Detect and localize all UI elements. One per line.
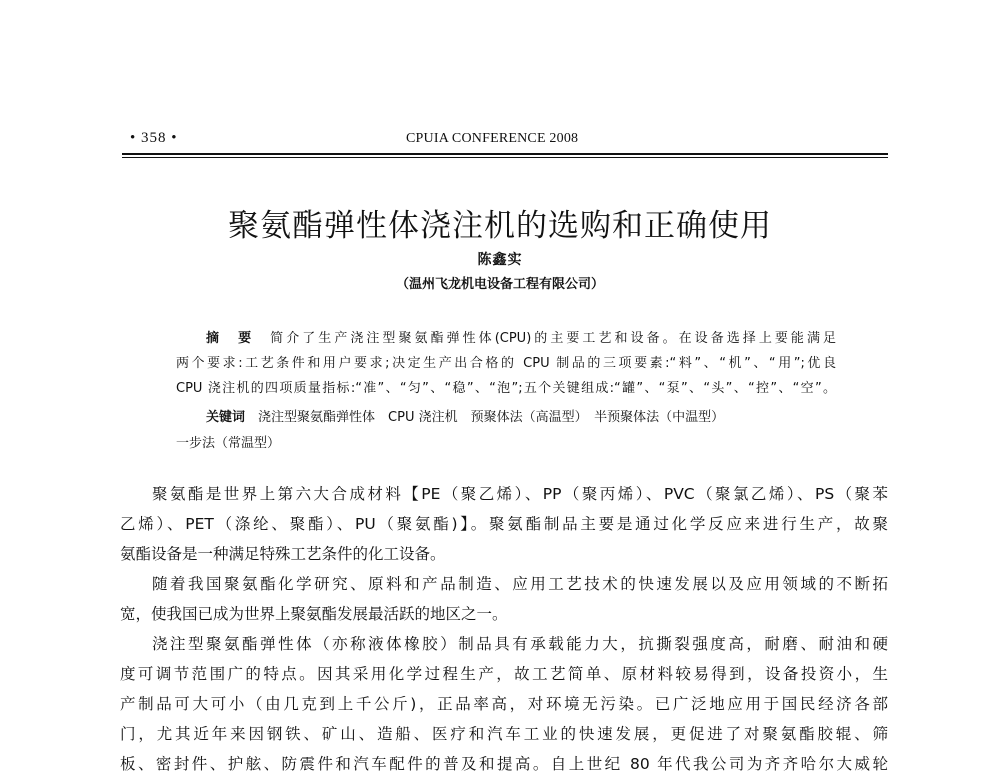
keywords-label: 关键词 bbox=[206, 410, 246, 425]
body-text bbox=[120, 479, 888, 779]
body-line: 乙烯）、PET（涤纶、聚酯）、PU（聚氨酯)】。聚氨酯制品主要是通过化学反应来进行生产，故聚 bbox=[120, 515, 888, 533]
keywords bbox=[176, 405, 836, 457]
abstract bbox=[176, 326, 836, 401]
abstract-label: 摘 要 bbox=[206, 331, 255, 346]
abstract-line-3: CPU 浇注机的四项质量指标:“准”、“匀”、“稳”、“泡”;五个关键组成:“罐”、“泵”、“头”、“控”、“空”。 bbox=[176, 381, 836, 396]
running-header bbox=[122, 128, 888, 152]
author: 陈鑫实 bbox=[477, 252, 523, 268]
body-line: 宽，使我国已成为世界上聚氨酯发展最活跃的地区之一。 bbox=[120, 605, 508, 623]
body-line: 氨酯设备是一种满足特殊工艺条件的化工设备。 bbox=[120, 545, 446, 563]
body-line: 浇注型聚氨酯弹性体（亦称液体橡胶）制品具有承载能力大，抗撕裂强度高，耐磨、耐油和硬 bbox=[152, 635, 888, 653]
body-line: 门，尤其近年来因钢铁、矿山、造船、医疗和汽车工业的快速发展，更促进了对聚氨酯胶辊、筛 bbox=[120, 725, 888, 743]
keywords-line-2: 一步法（常温型） bbox=[176, 436, 281, 451]
header-rule-thin bbox=[122, 157, 888, 158]
running-head: CPUIA CONFERENCE 2008 bbox=[406, 131, 579, 146]
abstract-line-1 bbox=[176, 326, 836, 351]
paper-title: 聚氨酯弹性体浇注机的选购和正确使用 bbox=[228, 208, 772, 244]
abstract-line-2: 两个要求:工艺条件和用户要求;决定生产出合格的 CPU 制品的三项要素:“料”、“机”、“用”;优良 bbox=[176, 356, 836, 371]
body-line: 产制品可大可小（由几克到上千公斤)，正品率高，对环境无污染。已广泛地应用于国民经济各部 bbox=[120, 695, 888, 713]
header-rule-thick bbox=[122, 153, 888, 155]
body-line: 板、密封件、护舷、防震件和汽车配件的普及和提高。自上世纪 80 年代我公司为齐齐哈尔大威轮 bbox=[120, 755, 888, 773]
affiliation: （温州飞龙机电设备工程有限公司） bbox=[395, 277, 604, 292]
body-line: 聚氨酯是世界上第六大合成材料【PE（聚乙烯）、PP（聚丙烯）、PVC（聚氯乙烯）、PS（聚苯 bbox=[152, 485, 888, 503]
keywords-line-1 bbox=[176, 405, 836, 431]
keywords-text-1: 浇注型聚氨酯弹性体 CPU 浇注机 预聚体法（高温型） 半预聚体法（中温型） bbox=[258, 410, 725, 425]
body-line: 随着我国聚氨酯化学研究、原料和产品制造、应用工艺技术的快速发展以及应用领域的不断拓 bbox=[152, 575, 888, 593]
body-line: 度可调节范围广的特点。因其采用化学过程生产，故工艺简单、原材料较易得到，设备投资小，生 bbox=[120, 665, 888, 683]
page-number: • 358 • bbox=[130, 130, 178, 146]
abstract-text-1: 简介了生产浇注型聚氨酯弹性体(CPU)的主要工艺和设备。在设备选择上要能满足 bbox=[270, 331, 836, 346]
